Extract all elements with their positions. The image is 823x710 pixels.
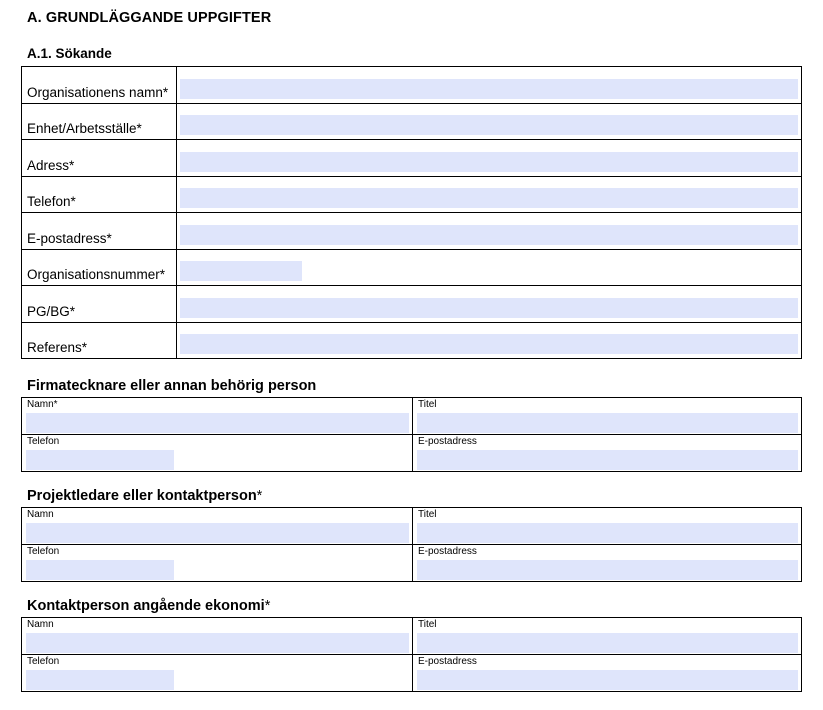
- applicant-table: [21, 66, 802, 359]
- finance-name-input[interactable]: [26, 633, 409, 653]
- project-lead-name-label: Namn: [27, 509, 54, 520]
- section-title-text: Projektledare eller kontaktperson: [27, 488, 257, 504]
- project-lead-title-label: Titel: [418, 509, 437, 520]
- field-label-pg-bg: PG/BG*: [22, 286, 177, 323]
- reference-input[interactable]: [180, 334, 798, 354]
- project-lead-name-input[interactable]: [26, 523, 409, 543]
- project-lead-email-cell: [413, 545, 802, 582]
- finance-email-input[interactable]: [417, 670, 798, 690]
- signatory-email-cell: [413, 435, 802, 472]
- email-cell: [177, 213, 802, 250]
- unit-cell: [177, 103, 802, 140]
- table-row: [22, 322, 802, 359]
- signatory-title-input[interactable]: [417, 413, 798, 433]
- signatory-phone-input[interactable]: [26, 450, 174, 470]
- required-marker: *: [264, 598, 271, 614]
- signatory-name-label: Namn*: [27, 399, 58, 410]
- project-lead-title-input[interactable]: [417, 523, 798, 543]
- field-label-org-number: Organisationsnummer*: [22, 249, 177, 286]
- table-row: [22, 286, 802, 323]
- field-label-email: E-postadress*: [22, 213, 177, 250]
- table-row: [22, 508, 802, 545]
- project-lead-name-cell: [22, 508, 413, 545]
- org-number-input[interactable]: [180, 261, 302, 281]
- finance-email-cell: [413, 655, 802, 692]
- field-label-reference: Referens*: [22, 322, 177, 359]
- project-lead-phone-label: Telefon: [27, 546, 60, 557]
- signatory-phone-cell: [22, 435, 413, 472]
- section-title-text: Firmatecknare eller annan behörig person: [27, 378, 317, 394]
- table-row: [22, 545, 802, 582]
- field-label-organisation-name: Organisationens namn*: [22, 67, 177, 104]
- signatory-table: [21, 397, 802, 472]
- project-lead-phone-input[interactable]: [26, 560, 174, 580]
- address-input[interactable]: [180, 152, 798, 172]
- table-row: [22, 176, 802, 213]
- project-lead-email-label: E-postadress: [418, 546, 477, 557]
- project-lead-table: [21, 507, 802, 582]
- section-title-text: Kontaktperson angående ekonomi: [27, 598, 265, 614]
- organisation-name-cell: [177, 67, 802, 104]
- page-heading: A. GRUNDLÄGGANDE UPPGIFTER: [27, 10, 272, 26]
- phone-input[interactable]: [180, 188, 798, 208]
- table-row: [22, 618, 802, 655]
- table-row: [22, 655, 802, 692]
- signatory-name-cell: [22, 398, 413, 435]
- table-row: [22, 435, 802, 472]
- signatory-name-input[interactable]: [26, 413, 409, 433]
- field-label-unit: Enhet/Arbetsställe*: [22, 103, 177, 140]
- organisation-name-input[interactable]: [180, 79, 798, 99]
- signatory-email-label: E-postadress: [418, 436, 477, 447]
- table-row: [22, 213, 802, 250]
- section-title-signatory: [27, 378, 316, 394]
- pg-bg-cell: [177, 286, 802, 323]
- section-title-finance-contact: [27, 598, 270, 614]
- pg-bg-input[interactable]: [180, 298, 798, 318]
- finance-phone-label: Telefon: [27, 656, 60, 667]
- field-label-address: Adress*: [22, 140, 177, 177]
- finance-name-cell: [22, 618, 413, 655]
- table-row: [22, 103, 802, 140]
- address-cell: [177, 140, 802, 177]
- project-lead-email-input[interactable]: [417, 560, 798, 580]
- reference-cell: [177, 322, 802, 359]
- signatory-title-cell: [413, 398, 802, 435]
- finance-title-label: Titel: [418, 619, 437, 630]
- field-label-phone: Telefon*: [22, 176, 177, 213]
- finance-phone-input[interactable]: [26, 670, 174, 690]
- project-lead-phone-cell: [22, 545, 413, 582]
- signatory-title-label: Titel: [418, 399, 437, 410]
- finance-name-label: Namn: [27, 619, 54, 630]
- signatory-email-input[interactable]: [417, 450, 798, 470]
- finance-phone-cell: [22, 655, 413, 692]
- email-input[interactable]: [180, 225, 798, 245]
- table-row: [22, 398, 802, 435]
- phone-cell: [177, 176, 802, 213]
- required-marker: *: [256, 488, 263, 504]
- section-heading-applicant: A.1. Sökande: [27, 46, 112, 61]
- finance-email-label: E-postadress: [418, 656, 477, 667]
- table-row: [22, 249, 802, 286]
- finance-title-cell: [413, 618, 802, 655]
- finance-contact-table: [21, 617, 802, 692]
- org-number-cell: [177, 249, 802, 286]
- project-lead-title-cell: [413, 508, 802, 545]
- finance-title-input[interactable]: [417, 633, 798, 653]
- table-row: [22, 67, 802, 104]
- signatory-phone-label: Telefon: [27, 436, 60, 447]
- unit-input[interactable]: [180, 115, 798, 135]
- section-title-project-lead: [27, 488, 262, 504]
- table-row: [22, 140, 802, 177]
